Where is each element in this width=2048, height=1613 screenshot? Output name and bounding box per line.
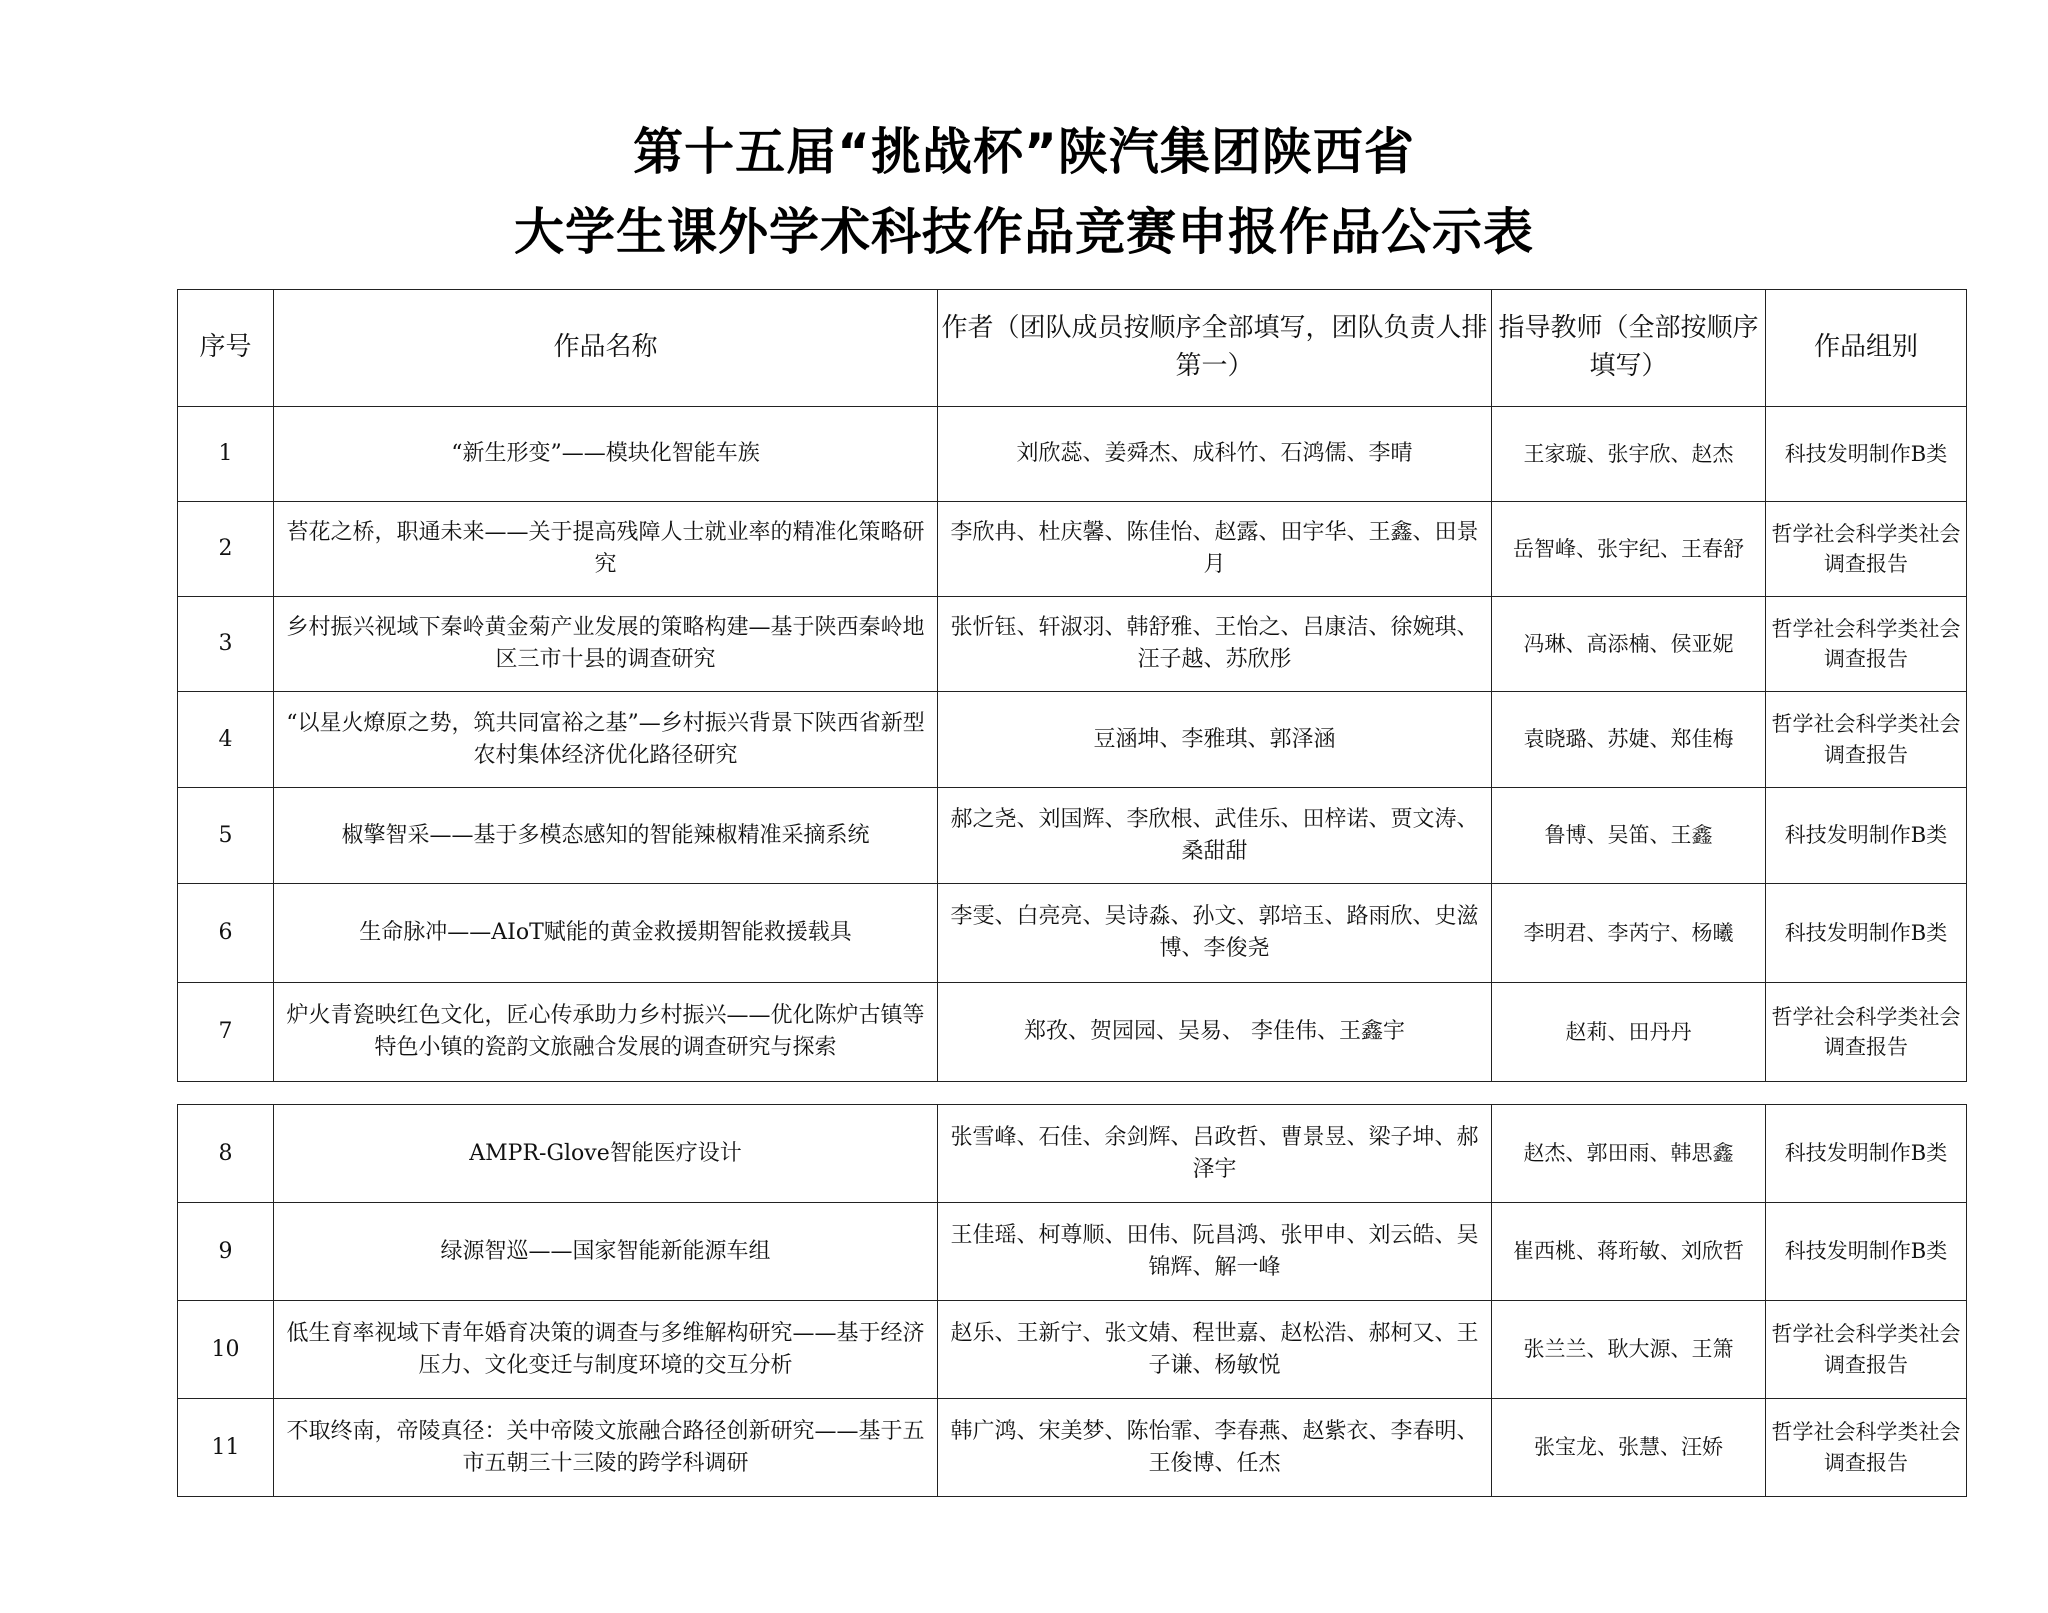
- cell-advisors: 岳智峰、张宇纪、王春舒: [1492, 502, 1766, 597]
- cell-name: 椒擎智采——基于多模态感知的智能辣椒精准采摘系统: [274, 788, 938, 884]
- table-row: [178, 1399, 1967, 1497]
- cell-advisors: 冯琳、高添楠、侯亚妮: [1492, 597, 1766, 692]
- cell-name: “以星火燎原之势，筑共同富裕之基”—乡村振兴背景下陕西省新型农村集体经济优化路径研究: [274, 692, 938, 788]
- table-row: [178, 692, 1967, 788]
- cell-authors: 韩广鸿、宋美梦、陈怡霏、李春燕、赵紫衣、李春明、王俊博、任杰: [938, 1399, 1492, 1497]
- page-title-line1: 第十五届“挑战杯”陕汽集团陕西省: [633, 123, 1415, 181]
- table-header-row: [178, 290, 1967, 407]
- cell-no: 5: [178, 788, 274, 884]
- header-name: 作品名称: [274, 290, 938, 407]
- cell-no: 2: [178, 502, 274, 597]
- cell-category: 科技发明制作B类: [1766, 788, 1967, 884]
- cell-authors: 郑孜、贺园园、吴易、 李佳伟、王鑫宇: [938, 983, 1492, 1082]
- cell-authors: 张忻钰、轩淑羽、韩舒雅、王怡之、吕康洁、徐婉琪、汪子越、苏欣彤: [938, 597, 1492, 692]
- cell-authors: 李雯、白亮亮、吴诗淼、孙文、郭培玉、路雨欣、史滋博、李俊尧: [938, 884, 1492, 983]
- cell-no: 6: [178, 884, 274, 983]
- cell-no: 8: [178, 1105, 274, 1203]
- cell-advisors: 崔西桃、蒋珩敏、刘欣哲: [1492, 1203, 1766, 1301]
- cell-no: 3: [178, 597, 274, 692]
- cell-no: 10: [178, 1301, 274, 1399]
- header-authors: 作者（团队成员按顺序全部填写，团队负责人排第一）: [938, 290, 1492, 407]
- cell-no: 7: [178, 983, 274, 1082]
- cell-advisors: 李明君、李芮宁、杨曦: [1492, 884, 1766, 983]
- cell-authors: 王佳瑶、柯尊顺、田伟、阮昌鸿、张甲申、刘云皓、吴锦辉、解一峰: [938, 1203, 1492, 1301]
- header-no: 序号: [178, 290, 274, 407]
- cell-advisors: 袁晓璐、苏婕、郑佳梅: [1492, 692, 1766, 788]
- entries-table: [177, 289, 1967, 1082]
- header-advisors: 指导教师（全部按顺序填写）: [1492, 290, 1766, 407]
- table-row: [178, 1301, 1967, 1399]
- header-category: 作品组别: [1766, 290, 1967, 407]
- cell-no: 1: [178, 407, 274, 502]
- page-title-line2: 大学生课外学术科技作品竞赛申报作品公示表: [514, 203, 1534, 261]
- cell-authors: 李欣冉、杜庆馨、陈佳怡、赵露、田宇华、王鑫、田景月: [938, 502, 1492, 597]
- cell-category: 科技发明制作B类: [1766, 1105, 1967, 1203]
- cell-category: 哲学社会科学类社会调查报告: [1766, 502, 1967, 597]
- entries-table-continued: [177, 1104, 1967, 1497]
- cell-advisors: 张兰兰、耿大源、王箫: [1492, 1301, 1766, 1399]
- table-row: [178, 597, 1967, 692]
- cell-category: 哲学社会科学类社会调查报告: [1766, 597, 1967, 692]
- cell-authors: 刘欣蕊、姜舜杰、成科竹、石鸿儒、李晴: [938, 407, 1492, 502]
- cell-no: 11: [178, 1399, 274, 1497]
- cell-no: 9: [178, 1203, 274, 1301]
- cell-authors: 张雪峰、石佳、余剑辉、吕政哲、曹景昱、梁子坤、郝泽宇: [938, 1105, 1492, 1203]
- cell-name: 低生育率视域下青年婚育决策的调查与多维解构研究——基于经济压力、文化变迁与制度环境的交互分析: [274, 1301, 938, 1399]
- table-row: [178, 983, 1967, 1082]
- cell-category: 哲学社会科学类社会调查报告: [1766, 1399, 1967, 1497]
- cell-name: 乡村振兴视域下秦岭黄金菊产业发展的策略构建—基于陕西秦岭地区三市十县的调查研究: [274, 597, 938, 692]
- cell-name: 炉火青瓷映红色文化，匠心传承助力乡村振兴——优化陈炉古镇等特色小镇的瓷韵文旅融合发展的调查研究与探索: [274, 983, 938, 1082]
- cell-name: AMPR-Glove智能医疗设计: [274, 1105, 938, 1203]
- table-row: [178, 1203, 1967, 1301]
- table-row: [178, 407, 1967, 502]
- cell-name: 生命脉冲——AIoT赋能的黄金救援期智能救援载具: [274, 884, 938, 983]
- table-row: [178, 1105, 1967, 1203]
- cell-name: 不取终南，帝陵真径：关中帝陵文旅融合路径创新研究——基于五市五朝三十三陵的跨学科调研: [274, 1399, 938, 1497]
- table-row: [178, 884, 1967, 983]
- cell-authors: 豆涵坤、李雅琪、郭泽涵: [938, 692, 1492, 788]
- cell-category: 哲学社会科学类社会调查报告: [1766, 692, 1967, 788]
- cell-category: 科技发明制作B类: [1766, 407, 1967, 502]
- cell-name: 苔花之桥，职通未来——关于提高残障人士就业率的精准化策略研究: [274, 502, 938, 597]
- cell-category: 科技发明制作B类: [1766, 1203, 1967, 1301]
- table-row: [178, 502, 1967, 597]
- cell-advisors: 鲁博、吴笛、王鑫: [1492, 788, 1766, 884]
- cell-advisors: 赵莉、田丹丹: [1492, 983, 1766, 1082]
- cell-name: “新生形变”——模块化智能车族: [274, 407, 938, 502]
- cell-no: 4: [178, 692, 274, 788]
- cell-category: 哲学社会科学类社会调查报告: [1766, 1301, 1967, 1399]
- cell-authors: 郝之尧、刘国辉、李欣根、武佳乐、田梓诺、贾文涛、桑甜甜: [938, 788, 1492, 884]
- cell-category: 科技发明制作B类: [1766, 884, 1967, 983]
- cell-name: 绿源智巡——国家智能新能源车组: [274, 1203, 938, 1301]
- cell-authors: 赵乐、王新宁、张文婧、程世嘉、赵松浩、郝柯又、王子谦、杨敏悦: [938, 1301, 1492, 1399]
- cell-category: 哲学社会科学类社会调查报告: [1766, 983, 1967, 1082]
- cell-advisors: 张宝龙、张慧、汪娇: [1492, 1399, 1766, 1497]
- cell-advisors: 王家璇、张宇欣、赵杰: [1492, 407, 1766, 502]
- cell-advisors: 赵杰、郭田雨、韩思鑫: [1492, 1105, 1766, 1203]
- table-row: [178, 788, 1967, 884]
